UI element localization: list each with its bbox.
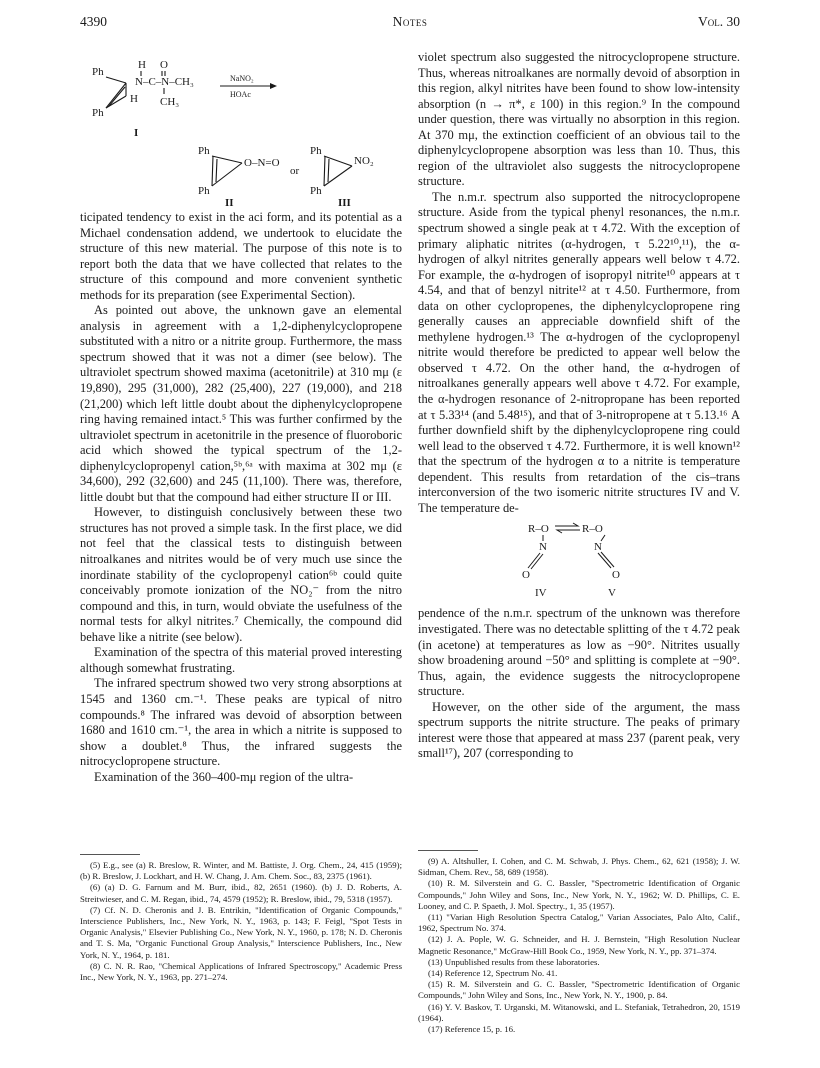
running-head	[80, 14, 740, 34]
section-title: Notes	[392, 14, 428, 29]
compound-II-ph-top: Ph	[198, 145, 210, 157]
footnote: (6) (a) D. G. Farnum and M. Burr, ibid., 82, 2651 (1960). (b) J. D. Roberts, A. Streitwieser, and C. M. Regan, ibid., 74, 4579 (1952); R. Breslow, ibid., 79, 5318 (1957).	[80, 882, 402, 904]
volume-label: Vol. 30	[698, 14, 740, 29]
compound-III-ph-top: Ph	[310, 145, 322, 157]
footnotes-left	[80, 844, 402, 983]
equilibrium-o-right: O	[612, 569, 620, 582]
footnote: (12) J. A. Pople, W. G. Schneider, and H. J. Bernstein, "High Resolution Nuclear Magnetic Resonance," McGraw-Hill Book Co., 1959, New York, N. Y., pp. 371–374.	[418, 934, 740, 956]
compound-III-structure	[310, 145, 374, 209]
reaction-scheme	[80, 50, 402, 210]
compound-I-structure	[92, 59, 194, 139]
compound-I-ph-top: Ph	[92, 66, 104, 78]
paragraph: Examination of the 360–400-mμ region of the ultra-	[94, 769, 354, 784]
compound-I-o-top: O	[160, 59, 168, 71]
compound-I-chain: N–C–N–CH₃	[135, 76, 194, 88]
reagent-bottom: HOAc	[230, 90, 251, 99]
footnote: (5) E.g., see (a) R. Breslow, R. Winter, and M. Battiste, J. Org. Chem., 24, 415 (1959); (b) R. Breslow, J. Lockhart, and H. W. Chang, J. Am. Chem. Soc., 83, 2375 (1961).	[80, 860, 402, 882]
equilibrium-right: R–O	[582, 523, 603, 536]
paragraph: pendence of the n.m.r. spectrum of the unknown was therefore investigated. There was no detectable splitting of the τ 4.72 peak (in acetone) at temperatures as low as −90°. Nitrites usually show broadening around −50° and splitting is complete at −90°. Thus, again, the evidence suggests the nitrocyclopropene structure.	[418, 606, 740, 699]
compound-II-structure	[198, 145, 280, 209]
footnote: (7) Cf. N. D. Cheronis and J. B. Entrikin, "Identification of Organic Compounds," Interscience Publishers, Inc., New York, N. Y., 1963, p. 143; F. Feigl, "Spot Tests in Organic Analysis," Elsevier Publishing Co., New York, N. Y., 1960, p. 178; N. D. Cheronis and T. S. Ma, "Organic Functional Group Analysis," Interscience Publishers, Inc., New York, N. Y., 1964, p. 181.	[80, 904, 402, 960]
paragraph: violet spectrum also suggested the nitrocyclopropene structure. Thus, whereas nitroalkanes are normally devoid of absorption in this region, alkyl nitrites have been found to show low-intensity absorption (n → π*, ε 100) in this region.⁹ In the compound under question, there was virtually no absorption in this region. At 370 mμ, the extinction coefficient of an obvious tail to the diphenylcyclopropene absorption was less than 10. Thus, this region of the ultraviolet also suggests the nitrocyclopropene structure.	[418, 50, 740, 189]
paragraph: ticipated tendency to exist in the aci form, and its potential as a Michael condensation addend, we undertook to elucidate the structure of this new material. The purpose of this note is to report both the data that we have collected that relates to the structure of this compound and more convenient synthetic methods for its preparation (see Experimental Section).	[80, 210, 402, 302]
footnote: (16) Y. V. Baskov, T. Urganski, M. Witanowski, and L. Stefaniak, Tetrahedron, 20, 1519 (1964).	[418, 1001, 740, 1023]
footnote: (15) R. M. Silverstein and G. C. Bassler, "Spectrometric Identification of Organic Compounds," John Wiley and Sons, Inc., New York, N. Y., 1900, p. 84.	[418, 979, 740, 1001]
right-column	[418, 50, 740, 762]
footnote: (11) "Varian High Resolution Spectra Catalog," Varian Associates, Palo Alto, Calif., 1962, Spectrum No. 374.	[418, 912, 740, 934]
paragraph: The infrared spectrum showed two very strong absorptions at 1545 and 1360 cm.⁻¹. These peaks are typical of nitro compounds.⁸ The infrared was devoid of absorption between 1680 and 1610 cm.⁻¹, the area in which a nitrite is supposed to show a doublet.⁸ Thus, the infrared suggests the nitrocyclopropene structure.	[80, 676, 402, 769]
compound-I-ph-bottom: Ph	[92, 107, 104, 119]
compound-III-group: NO₂	[354, 155, 374, 167]
or-word: or	[290, 165, 300, 177]
equilibrium-o-left: O	[522, 569, 530, 582]
footnote-rule	[418, 850, 478, 851]
compound-III-ph-bottom: Ph	[310, 185, 322, 197]
left-column	[80, 50, 402, 785]
compound-I-label: I	[134, 127, 139, 139]
paragraph: As pointed out above, the unknown gave an elemental analysis in agreement with a 1,2-diphenylcyclopropene substituted with a nitro or a nitrite group. Furthermore, the mass spectrum showed that it was not a dimer (see below). The ultraviolet spectrum showed maxima (acetonitrile) at 310 mμ (ε 19,890), 295 (31,000), 282 (25,400), 227 (19,000), and 218 (21,200) which left little doubt about the diphenylcyclopropene ring having remained intact.⁵ This was further confirmed by the ultraviolet spectrum in acetonitrile in the presence of fluoroboric acid which showed the typical spectrum of the 1,2-diphenylcyclopropenyl cation,⁵ᵇ,⁶ᵃ with maxima at 302 mμ (ε 34,600), 292 (32,600) and 245 (11,100). There was, therefore, little doubt but that the compound had either structure II or III.	[80, 303, 402, 504]
label-IV: IV	[535, 587, 547, 600]
equilibrium-left: R–O	[528, 523, 549, 536]
paragraph: However, on the other side of the argument, the mass spectrum supports the nitrite structure. The peaks of primary interest were those that appeared at mass 237 (parent peak, very small¹⁷), 207 (corresponding to	[418, 699, 740, 761]
label-V: V	[608, 587, 616, 600]
compound-I-h-left: H	[138, 59, 146, 71]
equilibrium-n-right: N	[594, 541, 602, 554]
footnotes-right	[418, 840, 740, 1035]
footnote: (17) Reference 15, p. 16.	[428, 1024, 516, 1035]
compound-II-group: O–N=O	[244, 157, 280, 169]
compound-II-label: II	[225, 197, 234, 209]
footnote: (13) Unpublished results from these laboratories.	[428, 956, 600, 967]
compound-III-label: III	[338, 197, 351, 209]
footnote: (10) R. M. Silverstein and G. C. Bassler, "Spectrometric Identification of Organic Compounds," John Wiley and Sons, Inc., New York, N. Y., 1962; W. D. Phillips, C. E. Looney, and C. P. Spaeth, J. Mol. Spectry., 1, 35 (1957).	[418, 878, 740, 911]
reaction-scheme-drawing	[80, 50, 402, 210]
footnote: (8) C. N. R. Rao, "Chemical Applications of Infrared Spectroscopy," Academic Press Inc., New York, N. Y., 1963, pp. 271–274.	[80, 960, 402, 983]
equilibrium-n-left: N	[539, 541, 547, 554]
paragraph: Examination of the spectra of this material proved interesting although somewhat frustrating.	[80, 645, 402, 675]
paragraph: The n.m.r. spectrum also supported the nitrocyclopropene structure. Aside from the typical phenyl resonances, the n.m.r. spectrum showed a single peak at τ 4.72. With the exception of primary aliphatic nitrites (α-hydrogen, τ 5.22¹⁰,¹¹), the α-hydrogen of alkyl nitrites generally appears well below τ 4.72. For example, the α-hydrogen of isopropyl nitrite¹⁰ appears at τ 4.54, and that of benzyl nitrite¹² at τ 4.50. Furthermore, from data on other cyclopropenes, the diphenylcyclopropene ring generally causes an appreciable downfield shift of the methylene hydrogen.¹³ The α-hydrogen of the cyclopropenyl nitrite would therefore be predicted to appear well below the observed τ 4.72. On the other hand, the α-hydrogen of nitroalkanes generally appears well above τ 4.72. For example, the α-hydrogen resonance of 2-nitropropane has been reported at τ 5.33¹⁴ (and 5.48¹⁵), and that of 3-nitropropene at τ 5.13.¹⁶ A further downfield shift by the diphenylcyclopropene ring could well lead to the observed τ 4.72. Furthermore, it is well known¹² that the spectrum of the hydrogen α to a nitrite is temperature dependent. This results from retardation of the cis–trans interconversion of the two isomeric nitrite structures IV and V. The temperature de-	[418, 189, 740, 515]
nitrite-equilibrium	[418, 518, 740, 602]
footnote-rule	[80, 854, 140, 855]
reagent-top: NaNO₂	[230, 74, 254, 83]
paragraph: However, to distinguish conclusively between these two structures has not proved a simple task. In the first place, we did not feel that the classical tests to distinguish between nitroalkanes and nitrites would be of very much use since the inordinate stability of the cyclopropenyl cation⁶ᵇ could quite conceivably promote ionization of the NO₂⁻ from the nitro compound and this, in turn, would obviate the usefulness of the normal tests for alkyl nitrites.⁷ Chemically, the compound did behave like a nitrite (see below).	[80, 505, 402, 644]
compound-I-h-ring: H	[130, 93, 138, 105]
compound-II-ph-bottom: Ph	[198, 185, 210, 197]
page-number: 4390	[80, 14, 107, 29]
equilibrium-drawing	[418, 518, 740, 602]
footnote: (14) Reference 12, Spectrum No. 41.	[428, 968, 558, 979]
footnote: (9) A. Altshuller, I. Cohen, and C. M. Schwab, J. Phys. Chem., 62, 621 (1958); J. W. Sidman, Chem. Rev., 58, 689 (1958).	[418, 856, 740, 878]
compound-I-ch3: CH₃	[160, 96, 180, 108]
